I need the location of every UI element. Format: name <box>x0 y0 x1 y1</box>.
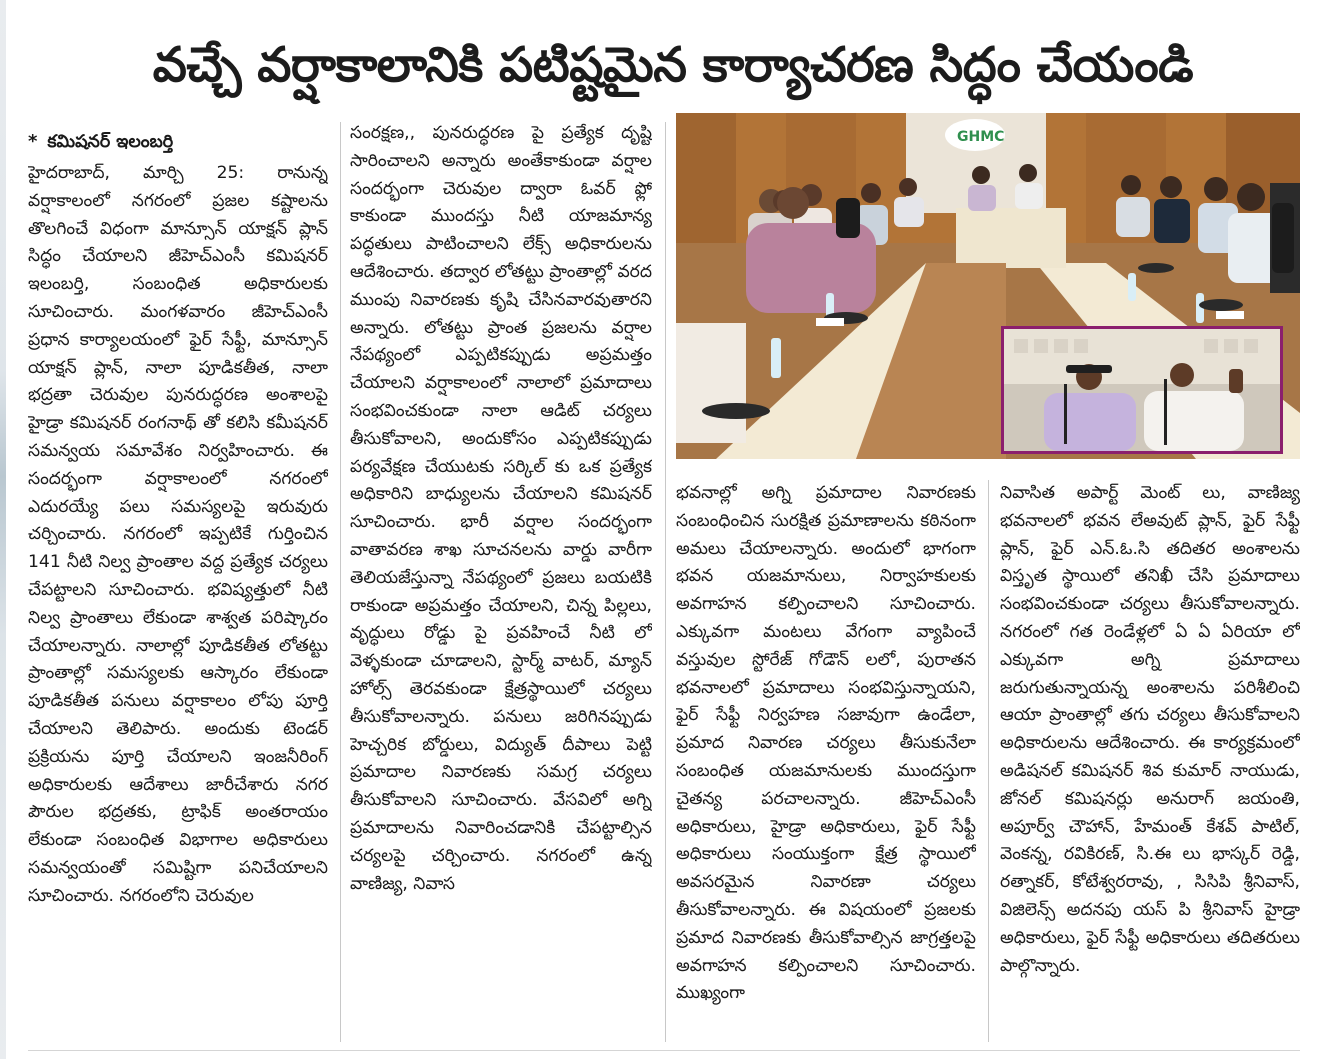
article-column-2 <box>350 120 652 1046</box>
article-column-3-text: భవనాల్లో అగ్ని ప్రమాదాల నివారణకు సంబంధించిన సురక్షిత ప్రమాణాలను కఠినంగా అమలు చేయాలన్నారు. అందులో భాగంగా భవన యజమానులు, నిర్వాహకులకు అవగాహన కల్పించాలని సూచించారు. ఎక్కువగా మంటలు వేగంగా వ్యాపించే వస్తువుల స్టోరేజ్ గోడౌన్ లలో, పురాతన భవనాలలో ప్రమాదాలు సంభవిస్తున్నాయని, ఫైర్ సేఫ్టీ నిర్వహణ సజావుగా ఉండేలా, ప్రమాద నివారణ చర్యలు తీసుకునేలా సంబంధిత యజమానులకు ముందస్తుగా చైతన్య పరచాలన్నారు. జీహెచ్ఎంసీ అధికారులు, హైడ్రా అధికారులు, ఫైర్ సేఫ్టీ అధికారులు సంయుక్తంగా క్షేత్ర స్థాయిలో అవసరమైన నివారణా చర్యలు తీసుకోవాలన్నారు. ఈ విషయంలో ప్రజలకు ప్రమాద నివారణకు తీసుకోవాల్సిన జాగ్రత్తలపై అవగాహన కల్పించాలని సూచించారు. ముఖ్యంగా <box>676 483 976 1004</box>
inset-photo <box>1001 326 1283 454</box>
article-column-2-text: సంరక్షణ,, పునరుద్ధరణ పై ప్రత్యేక దృష్టి సారించాలని అన్నారు అంతేకాకుండా వర్షాల సందర్భంగా చెరువుల ద్వారా ఓవర్ ఫ్లో కాకుండా ముందస్తు నీటి యాజమాన్య పద్ధతులు పాటించాలని లేక్స్ అధికారులను ఆదేశించారు. తద్వార లోతట్టు ప్రాంతాల్లో వరద ముంపు నివారణకు కృషి చేసినవారవుతారని అన్నారు. లోతట్టు ప్రాంత ప్రజలను వర్షాల నేపథ్యంలో ఎప్పటికప్పుడు అప్రమత్తం చేయాలని వర్షాకాలంలో నాలాలో ప్రమాదాలు సంభవించకుండా నాలా ఆడిట్ చర్యలు తీసుకోవాలని, అందుకోసం ఎప్పటికప్పుడు పర్యవేక్షణ చేయుటకు సర్కిల్ కు ఒక ప్రత్యేక అధికారిని బాధ్యులను చేయాలని కమిషనర్ సూచించారు. భారీ వర్షాల సందర్భంగా వాతావరణ శాఖ సూచనలను వార్డు వారీగా తెలియజేస్తున్నా నేపథ్యంలో ప్రజలు బయటికి రాకుండా అప్రమత్తం చేయాలని, చిన్న పిల్లలు, వృద్ధులు రోడ్డు పై ప్రవహించే నీటి లో వెళ్ళకుండా చూడాలని, స్టార్మ్ వాటర్, మ్యాన్ హోల్స్ తెరవకుండా క్షేత్రస్థాయిలో చర్యలు తీసుకోవాలన్నారు. పనులు జరిగినప్పుడు హెచ్చరిక బోర్డులు, విద్యుత్ దీపాలు పెట్టి ప్రమాదాల నివారణకు సమగ్ర చర్యలు తీసుకోవాలని సూచించారు. వేసవిలో అగ్ని ప్రమాదాలను నివారించడానికి చేపట్టాల్సిన చర్యలపై చర్చించారు. నగరంలో ఉన్న వాణిజ్య, నివాస <box>350 123 652 894</box>
article-headline: వచ్చే వర్షాకాలానికి పటిష్టమైన కార్యాచరణ సిద్ధం చేయండి <box>152 37 1194 93</box>
byline-author: కమిషనర్ ఇలంబర్తి <box>47 132 174 152</box>
article-column-3 <box>676 480 976 1046</box>
byline-star-marker: * <box>28 131 38 152</box>
column-divider-2 <box>665 122 666 1042</box>
inset-photo-illustration <box>1004 329 1280 451</box>
article-column-1-text: హైదరాబాద్, మార్చి 25: రానున్న వర్షాకాలంలో నగరంలో ప్రజల కష్టాలను తొలగించే విధంగా మాన్సూన్ యాక్షన్ ప్లాన్ సిద్ధం చేయాలని జీహెచ్ఎంసీ కమిషనర్ ఇలంబర్తి, సంబంధిత అధికారులకు సూచించారు. మంగళవారం జీహెచ్ఎంసీ ప్రధాన కార్యాలయంలో ఫైర్ సేఫ్టీ, మాన్సూన్ యాక్షన్ ప్లాన్, నాలా పూడికతీత, నాలా భద్రతా చెరువుల పునరుద్ధరణ అంశాలపై హైడ్రా కమిషనర్ రంగనాథ్ తో కలిసి కమీషనర్ సమన్వయ సమావేశం నిర్వహించారు. ఈ సందర్భంగా వర్షాకాలంలో నగరంలో ఎదురయ్యే పలు సమస్యలపై ఇరువురు చర్చించారు. నగరంలో ఇప్పటికే గుర్తించిన 141 నీటి నిల్వ ప్రాంతాల వద్ద ప్రత్యేక చర్యలు చేపట్టాలని సూచించారు. భవిష్యత్తులో నీటి నిల్వ ప్రాంతాలు లేకుండా శాశ్వత పరిష్కారం చేయాలన్నారు. నాలాల్లో పూడికతీత లోతట్టు ప్రాంతాల్లో సమస్యలకు ఆస్కారం లేకుండా పూడికతీత పనులు వర్షాకాలం లోపు పూర్తి చేయాలని తెలిపారు. అందుకు టెండర్ ప్రక్రియను పూర్తి చేయాలని ఇంజనీరింగ్ అధికారులకు ఆదేశాలు జారీచేశారు నగర పౌరుల భద్రతకు, ట్రాఫిక్ అంతరాయం లేకుండా సంబంధిత విభాగాల అధికారులు సమన్వయంతో సమిష్టిగా పనిచేయాలని సూచించారు. నగరంలోని చెరువుల <box>28 163 328 906</box>
column-divider-1 <box>340 122 341 1042</box>
article-column-1 <box>28 128 328 1046</box>
page-edge-strip <box>0 0 6 1059</box>
ghmc-logo: GHMC <box>957 129 1005 145</box>
article-column-4 <box>1000 480 1300 1046</box>
bottom-rule <box>28 1050 1300 1051</box>
column-divider-3 <box>988 480 989 1042</box>
byline <box>28 128 328 156</box>
article-column-4-text: నివాసిత అపార్ట్ మెంట్ లు, వాణిజ్య భవనాలలో భవన లేఅవుట్ ప్లాన్, ఫైర్ సేఫ్టీ ప్లాన్, ఫైర్ ఎన్.ఓ.సి తదితర అంశాలను విస్తృత స్థాయిలో తనిఖీ చేసి ప్రమాదాలు సంభవించకుండా చర్యలు తీసుకోవాలన్నారు. నగరంలో గత రెండేళ్లలో ఏ ఏ ఏరియా లో ఎక్కువగా అగ్ని ప్రమాదాలు జరుగుతున్నాయన్న అంశాలను పరిశీలించి ఆయా ప్రాంతాల్లో తగు చర్యలు తీసుకోవాలని అధికారులను ఆదేశించారు. ఈ కార్యక్రమంలో అడిషనల్ కమిషనర్ శివ కుమార్ నాయుడు, జోనల్ కమిషనర్లు అనురాగ్ జయంతి, అపూర్వ్ చౌహాన్, హేమంత్ కేశవ్ పాటిల్, వెంకన్న, రవికిరణ్, సి.ఈ లు భాస్కర్ రెడ్డి, రత్నాకర్, కోటేశ్వరరావు, , సిసిపి శ్రీనివాస్, విజిలెన్స్ అదనపు యస్ పి శ్రీనివాస్ హైడ్రా అధికారులు, ఫైర్ సేఫ్టీ అధికారులు తదితరులు పాల్గొన్నారు. <box>1000 483 1300 976</box>
